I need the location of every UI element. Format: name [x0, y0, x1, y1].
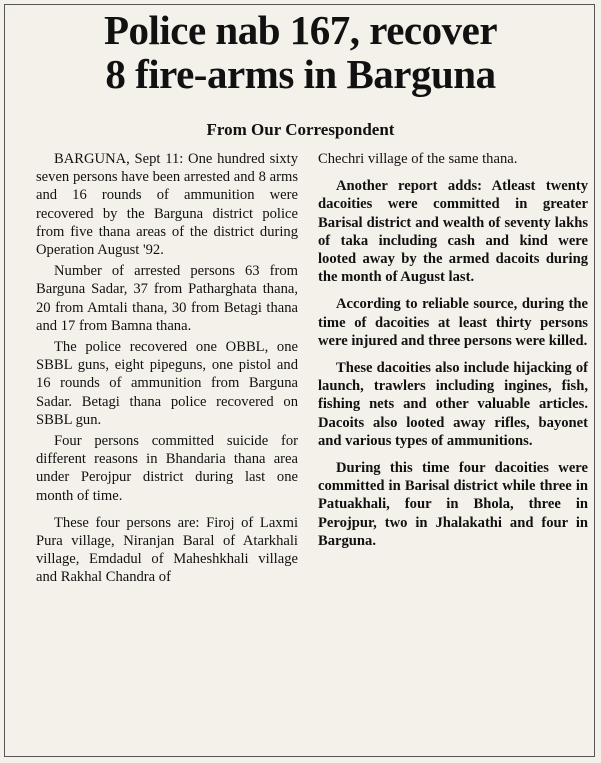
article-column-left	[36, 150, 298, 596]
headline-line-1: Police nab 167, recover	[103, 7, 498, 53]
headline	[0, 8, 601, 96]
paragraph-casualties: According to reliable source, during the time of dacoities at least thirty persons were injured and three persons were killed.	[318, 296, 588, 349]
paragraph-district-counts: During this time four dacoities were committed in Barisal district while three in Patuakhali, four in Bhola, three in Perojpur, two in Jhalakathi and four in Barguna.	[318, 460, 588, 549]
paragraph-arrests: Number of arrested persons 63 from Barguna Sadar, 37 from Patharghata thana, 20 from Amtali thana, 30 from Betagi thana and 17 from Bamna thana.	[36, 263, 298, 334]
paragraph-recovery: The police recovered one OBBL, one SBBL guns, eight pipeguns, one pistol and 16 rounds of ammunition from Barguna Sadar. Betagi thana police recovered on SBBL gun.	[36, 339, 298, 428]
paragraph-suicide: Four persons committed suicide for different reasons in Bhandaria thana area under Perojpur district during last one month of time.	[36, 433, 298, 504]
headline-line-2: 8 fire-arms in Barguna	[105, 51, 496, 97]
paragraph-hijacking: These dacoities also include hijacking of launch, trawlers including ingines, fish, fishing nets and other valuable articles. Dacoits also looted away rifles, bayonet and various types of ammunitions.	[318, 360, 588, 449]
byline: From Our Correspondent	[206, 120, 395, 139]
paragraph-report: Another report adds: Atleast twenty dacoities were committed in greater Barisal district and wealth of seventy lakhs of taka including cash and kind were looted away by the armed dacoits during the month of August last.	[318, 178, 588, 286]
paragraph-dateline: BARGUNA, Sept 11: One hundred sixty seven persons have been arrested and 8 arms and 16 rounds of ammunition were recovered by the Barguna district police from five thana areas of the district during Operation August '92.	[36, 151, 298, 259]
paragraph-continuation: Chechri village of the same thana.	[318, 151, 518, 167]
paragraph-names: These four persons are: Firoj of Laxmi Pura village, Niranjan Baral of Atarkhali village, Emdadul of Maheshkhali village and Rakhal Chandra of	[36, 514, 298, 586]
article-column-right	[318, 150, 588, 559]
